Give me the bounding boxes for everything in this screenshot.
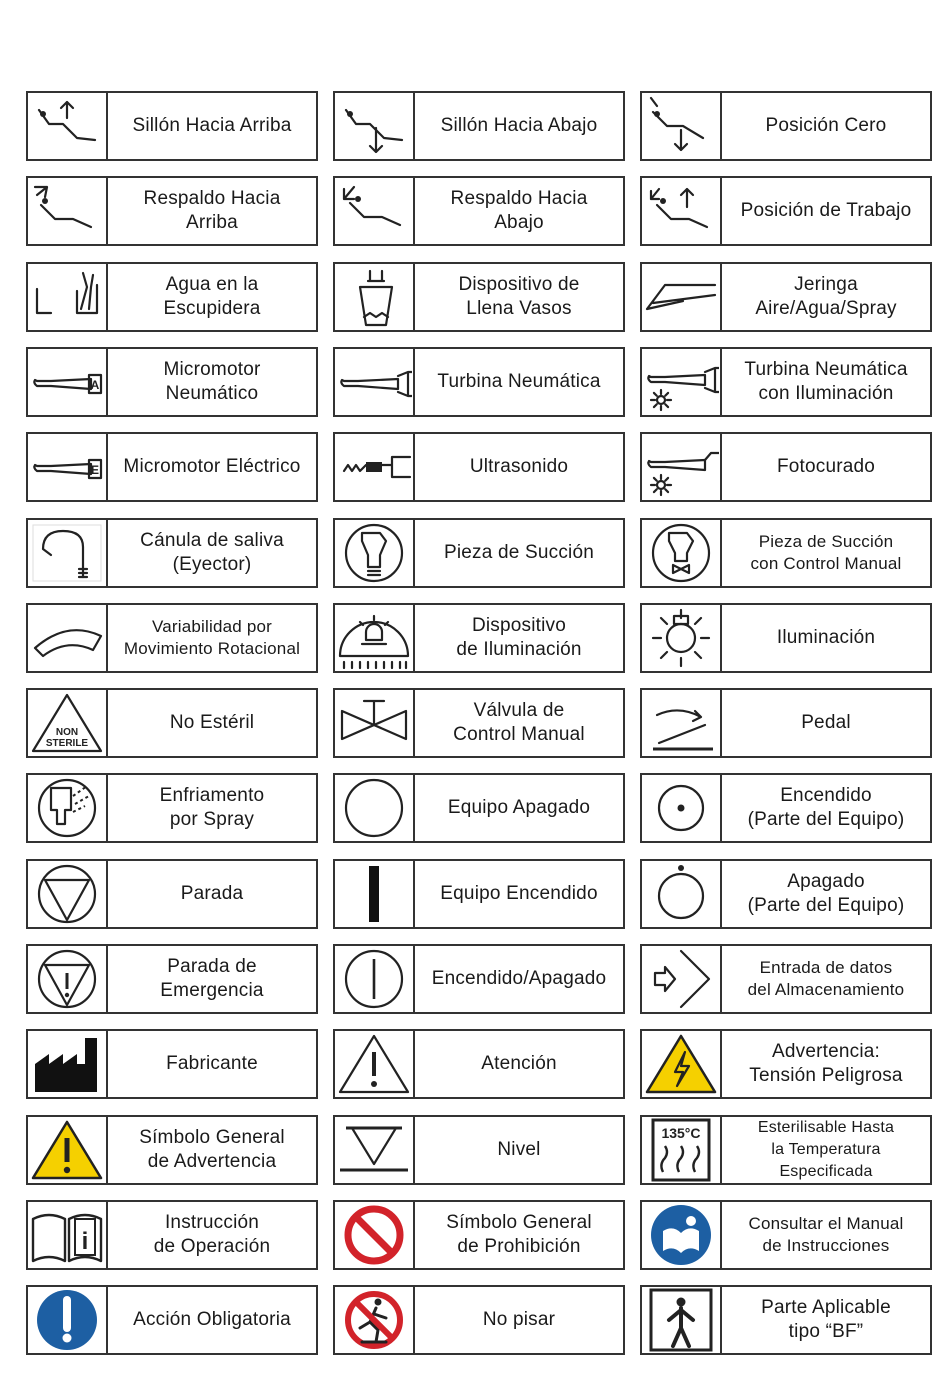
zero-position-icon: [642, 93, 722, 159]
symbol-label: Variabilidad por Movimiento Rotacional: [123, 617, 301, 658]
symbol-cell: [640, 944, 932, 1014]
symbol-label: Parada de Emergencia: [160, 956, 264, 1001]
air-micromotor-icon: [28, 349, 108, 415]
symbol-cell: [333, 262, 625, 332]
electric-micromotor-icon: [28, 434, 108, 500]
symbol-cell: [333, 688, 625, 758]
saliva-ejector-icon: [28, 520, 108, 586]
ultrasound-icon: [335, 434, 415, 500]
symbol-cell: [26, 1285, 318, 1355]
symbol-label: Respaldo Hacia Arriba: [143, 188, 281, 233]
attention-icon: [335, 1031, 415, 1097]
symbol-label: Símbolo General de Prohibición: [446, 1212, 592, 1257]
symbol-cell: [640, 603, 932, 673]
syringe-icon: [642, 264, 722, 330]
symbol-cell: [26, 773, 318, 843]
symbol-label: Agua en la Escupidera: [163, 274, 261, 319]
spittoon-water-icon: [28, 264, 108, 330]
symbol-label: Respaldo Hacia Abajo: [450, 188, 588, 233]
symbol-label: Iluminación: [776, 627, 876, 648]
consult-manual-icon: [642, 1202, 722, 1268]
equipment-on-icon: [335, 861, 415, 927]
symbol-cell: [26, 1115, 318, 1185]
suction-manual-icon: [642, 520, 722, 586]
lit-turbine-icon: [642, 349, 722, 415]
symbol-label: Parte Aplicable tipo “BF”: [761, 1297, 891, 1342]
svg-text:STERILE: STERILE: [45, 738, 89, 749]
air-turbine-icon: [335, 349, 415, 415]
symbol-cell: [333, 347, 625, 417]
data-input-icon: [642, 946, 722, 1012]
manufacturer-icon: [28, 1031, 108, 1097]
symbol-cell: [26, 518, 318, 588]
backrest-down-icon: [335, 178, 415, 244]
svg-text:i: i: [81, 1228, 89, 1255]
symbol-cell: [640, 688, 932, 758]
manual-valve-icon: [335, 690, 415, 756]
symbol-cell: [26, 432, 318, 502]
chair-up-icon: [28, 93, 108, 159]
symbol-cell: [333, 1029, 625, 1099]
high-voltage-icon: [642, 1031, 722, 1097]
operating-instructions-icon: [28, 1202, 108, 1268]
symbol-cell: [333, 603, 625, 673]
part-off-icon: [642, 861, 722, 927]
symbol-label: Fotocurado: [776, 456, 876, 477]
symbol-label: No pisar: [482, 1309, 556, 1330]
emergency-stop-icon: [28, 946, 108, 1012]
rotational-variability-icon: [28, 605, 108, 671]
symbol-cell: [640, 1029, 932, 1099]
symbol-label: Dispositivo de Iluminación: [456, 615, 582, 660]
symbol-label: Posición de Trabajo: [740, 200, 912, 221]
symbol-cell: [26, 262, 318, 332]
symbol-label: Equipo Apagado: [447, 797, 591, 818]
symbol-cell: [333, 773, 625, 843]
cup-filler-icon: [335, 264, 415, 330]
mandatory-action-icon: [28, 1287, 108, 1353]
symbol-label: Pieza de Succión con Control Manual: [750, 532, 902, 573]
stop-icon: [28, 861, 108, 927]
symbol-label: Instrucción de Operación: [153, 1212, 271, 1257]
symbol-label: Acción Obligatoria: [133, 1309, 291, 1330]
symbol-cell: [26, 91, 318, 161]
symbol-cell: [26, 603, 318, 673]
symbol-cell: [333, 859, 625, 929]
sterilizable-icon: [642, 1117, 722, 1183]
symbol-cell: [26, 1200, 318, 1270]
symbol-cell: [333, 432, 625, 502]
on-off-icon: [335, 946, 415, 1012]
symbol-label: Turbina Neumática: [437, 371, 601, 392]
non-sterile-icon: [28, 690, 108, 756]
symbol-label: No Estéril: [169, 712, 255, 733]
symbol-cell: [333, 176, 625, 246]
symbol-label: Parada: [180, 883, 244, 904]
symbol-label: Dispositivo de Llena Vasos: [458, 274, 580, 319]
svg-text:E: E: [90, 463, 100, 477]
symbol-cell: [640, 262, 932, 332]
svg-text:135°C: 135°C: [661, 1125, 701, 1141]
symbol-cell: [26, 176, 318, 246]
symbol-cell: [640, 859, 932, 929]
chair-down-icon: [335, 93, 415, 159]
symbol-label: Micromotor Neumático: [163, 359, 261, 404]
symbol-label: Enfriamento por Spray: [159, 785, 265, 830]
symbol-label: Jeringa Aire/Agua/Spray: [755, 274, 897, 319]
bf-applied-part-icon: [642, 1287, 722, 1353]
symbol-cell: [26, 1029, 318, 1099]
work-position-icon: [642, 178, 722, 244]
equipment-off-icon: [335, 775, 415, 841]
symbol-cell: [640, 432, 932, 502]
symbol-label: Ultrasonido: [469, 456, 569, 477]
symbol-label: Micromotor Eléctrico: [123, 456, 301, 477]
symbol-cell: [640, 1115, 932, 1185]
symbol-label: Sillón Hacia Arriba: [132, 115, 292, 136]
symbol-cell: [26, 347, 318, 417]
part-on-icon: [642, 775, 722, 841]
symbol-cell: [640, 1285, 932, 1355]
symbol-label: Advertencia: Tensión Peligrosa: [749, 1041, 903, 1086]
symbol-label: Posición Cero: [765, 115, 887, 136]
symbol-label: Fabricante: [166, 1053, 258, 1074]
symbol-cell: [333, 1115, 625, 1185]
symbol-label: Pedal: [801, 712, 851, 733]
level-icon: [335, 1117, 415, 1183]
symbol-cell: [26, 688, 318, 758]
symbol-cell: [333, 1285, 625, 1355]
symbol-label: Entrada de datos del Almacenamiento: [747, 958, 905, 999]
symbol-cell: [640, 347, 932, 417]
backrest-up-icon: [28, 178, 108, 244]
symbol-cell: [640, 773, 932, 843]
symbol-label: Turbina Neumática con Iluminación: [744, 359, 908, 404]
lighting-device-icon: [335, 605, 415, 671]
symbol-label: Símbolo General de Advertencia: [139, 1127, 285, 1172]
spray-cooling-icon: [28, 775, 108, 841]
symbol-cell: [333, 91, 625, 161]
symbol-cell: [640, 176, 932, 246]
suction-piece-icon: [335, 520, 415, 586]
symbol-label: Atención: [481, 1053, 557, 1074]
symbol-label: Equipo Encendido: [440, 883, 598, 904]
no-stepping-icon: [335, 1287, 415, 1353]
svg-text:NON: NON: [55, 727, 79, 738]
prohibition-icon: [335, 1202, 415, 1268]
symbol-label: Consultar el Manual de Instrucciones: [748, 1214, 904, 1255]
symbol-cell: [333, 518, 625, 588]
symbol-cell: [333, 1200, 625, 1270]
svg-text:A: A: [90, 378, 100, 392]
symbol-label: Encendido/Apagado: [431, 968, 607, 989]
illumination-icon: [642, 605, 722, 671]
symbol-label: Pieza de Succión: [443, 542, 594, 563]
symbol-label: Encendido (Parte del Equipo): [747, 785, 905, 830]
symbol-cell: [640, 518, 932, 588]
symbol-cell: [26, 944, 318, 1014]
curing-light-icon: [642, 434, 722, 500]
symbol-cell: [333, 944, 625, 1014]
symbol-cell: [640, 91, 932, 161]
symbol-cell: [640, 1200, 932, 1270]
general-warning-icon: [28, 1117, 108, 1183]
symbol-label: Apagado (Parte del Equipo): [747, 871, 905, 916]
pedal-icon: [642, 690, 722, 756]
symbol-label: Nivel: [497, 1139, 541, 1160]
symbol-cell: [26, 859, 318, 929]
symbol-label: Válvula de Control Manual: [453, 700, 585, 745]
symbol-label: Sillón Hacia Abajo: [440, 115, 598, 136]
symbol-label: Esterilisable Hasta la Temperatura Especificada: [757, 1119, 895, 1180]
symbol-label: Cánula de saliva (Eyector): [140, 530, 284, 575]
